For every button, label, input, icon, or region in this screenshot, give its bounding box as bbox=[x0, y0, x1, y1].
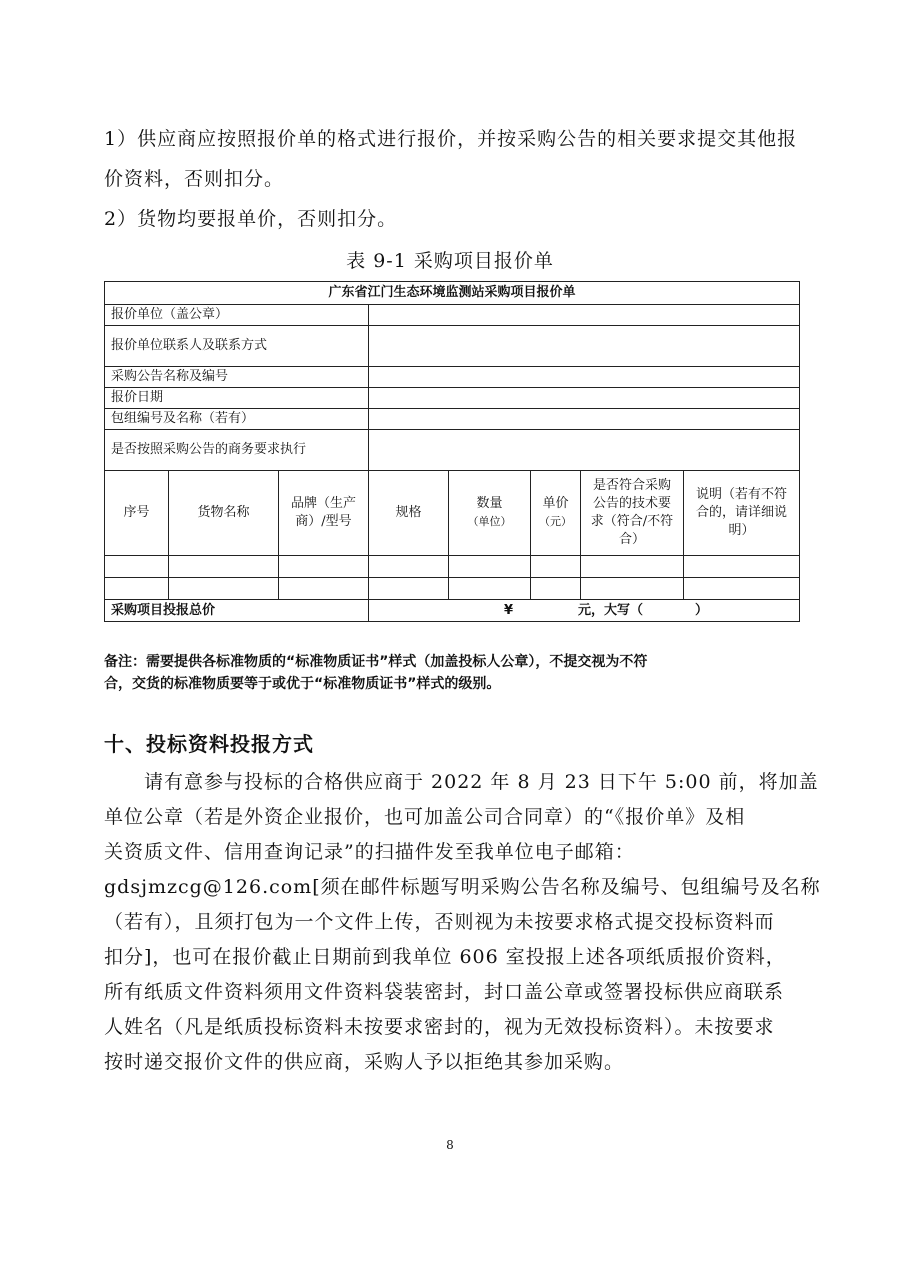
paragraph-line: gdsjmzcg@126.com[须在邮件标题写明采购公告名称及编号、包组编号及名称 bbox=[104, 876, 821, 898]
total-value: ¥ 元，大写（ ） bbox=[369, 600, 800, 622]
column-header-unit-price bbox=[531, 471, 581, 556]
page-number: 8 bbox=[446, 1138, 454, 1152]
table-row bbox=[105, 556, 800, 578]
note-line-1: 备注：需要提供各标准物质的“标准物质证书”样式（加盖投标人公章），不提交视为不符 bbox=[104, 654, 648, 670]
unit-price-label: 单价 bbox=[542, 496, 569, 511]
paragraph-line: 单位公章（若是外资企业报价，也可加盖公司合同章）的“《报价单》及相 bbox=[104, 806, 746, 828]
info-row-label: 报价单位联系人及联系方式 bbox=[105, 326, 369, 367]
paragraph-line: （若有），且须打包为一个文件上传，否则视为未按要求格式提交投标资料而 bbox=[104, 911, 775, 933]
table-row bbox=[105, 578, 800, 600]
info-row-value bbox=[369, 326, 800, 367]
paragraph-line: 请有意参与投标的合格供应商于 2022 年 8 月 23 日下午 5:00 前，将加盖 bbox=[104, 771, 819, 793]
quantity-unit: （单位） bbox=[467, 515, 512, 528]
intro-line-2: 价资料，否则扣分。 bbox=[104, 168, 285, 190]
info-row-value bbox=[369, 430, 800, 471]
paragraph-line: 关资质文件、信用查询记录”的扫描件发至我单位电子邮箱： bbox=[104, 841, 635, 863]
info-row-value bbox=[369, 409, 800, 430]
paragraph-line: 扣分]，也可在报价截止日期前到我单位 606 室投报上述各项纸质报价资料， bbox=[104, 946, 786, 968]
info-row-label: 采购公告名称及编号 bbox=[105, 367, 369, 388]
column-header-brand-model: 品牌（生产商）/型号 bbox=[279, 471, 369, 556]
column-header-quantity bbox=[449, 471, 531, 556]
column-header-goods-name: 货物名称 bbox=[169, 471, 279, 556]
note-line-2: 合，交货的标准物质要等于或优于“标准物质证书”样式的级别。 bbox=[104, 676, 501, 692]
quantity-label: 数量 bbox=[476, 496, 503, 511]
column-header-index: 序号 bbox=[105, 471, 169, 556]
intro-line-1: 1）供应商应按照报价单的格式进行报价，并按采购公告的相关要求提交其他报 bbox=[104, 128, 798, 150]
section-paragraph bbox=[104, 765, 821, 1080]
unit-price-unit: （元） bbox=[539, 515, 572, 528]
column-header-compliance: 是否符合采购公告的技术要求（符合/不符合） bbox=[581, 471, 684, 556]
column-header-spec: 规格 bbox=[369, 471, 449, 556]
total-label: 采购项目投报总价 bbox=[105, 600, 369, 622]
column-header-remarks: 说明（若有不符合的，请详细说明） bbox=[684, 471, 800, 556]
info-row-label: 报价单位（盖公章） bbox=[105, 305, 369, 326]
paragraph-line: 人姓名（凡是纸质投标资料未按要求密封的，视为无效投标资料）。未按要求 bbox=[104, 1016, 775, 1038]
info-row-label: 是否按照采购公告的商务要求执行 bbox=[105, 430, 369, 471]
table-note bbox=[104, 651, 804, 695]
intro-line-3: 2）货物均要报单价，否则扣分。 bbox=[104, 208, 398, 230]
table-caption: 表 9-1 采购项目报价单 bbox=[346, 250, 554, 272]
info-row-value bbox=[369, 388, 800, 409]
table-title: 广东省江门生态环境监测站采购项目报价单 bbox=[105, 282, 800, 305]
info-row-value bbox=[369, 305, 800, 326]
paragraph-line: 按时递交报价文件的供应商，采购人予以拒绝其参加采购。 bbox=[104, 1051, 625, 1073]
section-heading: 十、投标资料投报方式 bbox=[104, 732, 314, 756]
paragraph-line: 所有纸质文件资料须用文件资料袋装密封，封口盖公章或签署投标供应商联系 bbox=[104, 981, 785, 1003]
info-row-value bbox=[369, 367, 800, 388]
quotation-table bbox=[104, 281, 800, 622]
info-row-label: 报价日期 bbox=[105, 388, 369, 409]
info-row-label: 包组编号及名称（若有） bbox=[105, 409, 369, 430]
